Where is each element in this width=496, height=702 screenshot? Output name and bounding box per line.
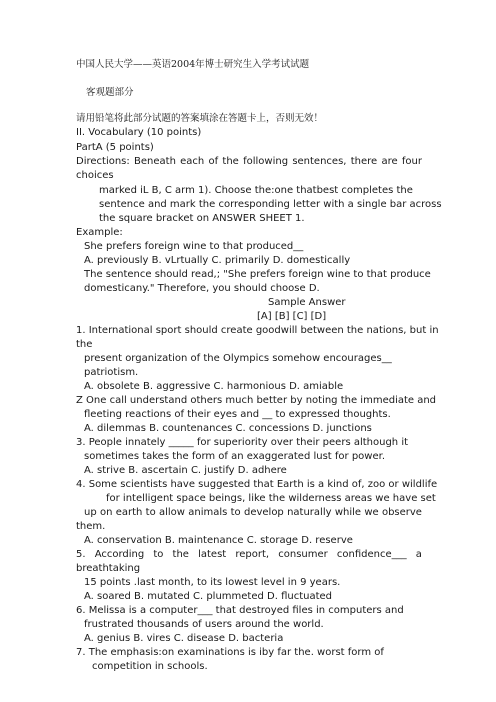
word: to bbox=[230, 507, 241, 518]
question-5-line-1 bbox=[76, 548, 422, 562]
word: the bbox=[172, 549, 189, 560]
word: sentences, bbox=[292, 156, 347, 167]
directions-line-4: sentence and mark the corresponding letter with a single bar across bbox=[99, 199, 442, 210]
word: 5. bbox=[76, 549, 86, 560]
word: to bbox=[145, 507, 156, 518]
word: observe bbox=[381, 507, 422, 518]
example-options: A. previously B. vLrtually C. primarily D. domestically bbox=[84, 255, 351, 266]
word: naturally bbox=[287, 507, 332, 518]
exam-title: 中国人民大学——英语2004年博士研究生入学考试试题 bbox=[76, 59, 310, 70]
question-4-line-1: 4. Some scientists have suggested that Earth is a kind of, zoo or wildlife bbox=[76, 479, 438, 490]
question-2-line-2: fleeting reactions of their eyes and __ to expressed thoughts. bbox=[84, 409, 391, 420]
question-2-line-1: Z One call understand others much better by noting the immediate and bbox=[76, 395, 437, 406]
word: up bbox=[84, 507, 97, 518]
word: following bbox=[243, 156, 289, 167]
word: Directions: bbox=[76, 156, 130, 167]
word: allow bbox=[158, 507, 185, 518]
question-6-options: A. genius B. vires C. disease D. bacteria bbox=[84, 633, 284, 644]
example-reading-1: The sentence should read,; "She prefers foreign wine to that produce bbox=[84, 269, 431, 280]
word: each bbox=[180, 156, 205, 167]
directions-line-5: the square bracket on ANSWER SHEET 1. bbox=[99, 213, 305, 224]
question-1-options: A. obsolete B. aggressive C. harmonious D. amiable bbox=[84, 381, 344, 392]
word: develop bbox=[243, 507, 284, 518]
question-4-options: A. conservation B. maintenance C. storage D. reserve bbox=[84, 535, 353, 546]
question-7-line-1: 7. The emphasis:on examinations is iby far the. worst form of bbox=[76, 647, 384, 658]
word: earth bbox=[115, 507, 143, 518]
word: Beneath bbox=[134, 156, 176, 167]
word: to bbox=[153, 549, 164, 560]
word: of bbox=[208, 156, 219, 167]
question-7-line-2: competition in schools. bbox=[92, 661, 208, 672]
question-4-line-3 bbox=[84, 506, 422, 520]
question-1-line-2: the bbox=[76, 339, 93, 350]
example-label: Example: bbox=[76, 227, 123, 238]
question-4-line-4: them. bbox=[76, 521, 106, 532]
part-heading: PartA (5 points) bbox=[76, 142, 154, 153]
question-5-options: A. soared B. mutated C. plummeted D. fluctuated bbox=[84, 591, 333, 602]
word: while bbox=[334, 507, 362, 518]
question-6-line-2: frustrated thousands of users around the world. bbox=[84, 619, 324, 630]
question-6-line-1: 6. Melissa is a computer___ that destroyed files in computers and bbox=[76, 605, 404, 616]
directions-line-3: marked iL B, C arm 1). Choose the:one thatbest completes the bbox=[99, 185, 413, 196]
word: latest bbox=[198, 549, 227, 560]
word: four bbox=[401, 156, 422, 167]
word: confidence___ bbox=[336, 549, 407, 560]
example-sentence: She prefers foreign wine to that produced__ bbox=[84, 241, 304, 252]
word: are bbox=[381, 156, 398, 167]
question-4-line-2: for intelligent space beings, like the wilderness areas we have set bbox=[106, 493, 436, 504]
word: a bbox=[415, 549, 422, 560]
question-1-line-4: patriotism. bbox=[84, 367, 139, 378]
question-1-line-1: 1. International sport should create goodwill between the nations, but in bbox=[76, 325, 439, 336]
instruction-chinese: 请用铅笔将此部分试题的答案填涂在答题卡上，否则无效！ bbox=[76, 113, 324, 124]
word: we bbox=[364, 507, 379, 518]
word: According bbox=[94, 549, 145, 560]
question-1-line-3: present organization of the Olympics somehow encourages__ bbox=[84, 353, 392, 364]
sample-answer-label: Sample Answer bbox=[268, 297, 346, 308]
word: on bbox=[99, 507, 113, 518]
word: consumer bbox=[278, 549, 328, 560]
sample-answer-brackets: [A] [B] [C] [D] bbox=[257, 311, 327, 322]
question-3-line-1: 3. People innately _____ for superiority over their peers although it bbox=[76, 437, 409, 448]
example-reading-2: domesticany." Therefore, you should choose D. bbox=[84, 283, 320, 294]
section-subtitle: 客观题部分 bbox=[86, 87, 134, 98]
question-5-line-2: breathtaking bbox=[76, 563, 141, 574]
question-3-line-2: sometimes takes the form of an exaggerated lust for power. bbox=[84, 451, 386, 462]
directions-line bbox=[76, 155, 422, 169]
question-2-options: A. dilemmas B. countenances C. concessions D. junctions bbox=[84, 423, 372, 434]
section-heading: II. Vocabulary (10 points) bbox=[76, 127, 202, 138]
directions-line-2: choices bbox=[76, 170, 114, 181]
question-5-line-3: 15 points .last month, to its lowest level in 9 years. bbox=[84, 577, 341, 588]
word: report, bbox=[235, 549, 270, 560]
question-3-options: A. strive B. ascertain C. justify D. adhere bbox=[84, 465, 287, 476]
word: there bbox=[350, 156, 378, 167]
word: animals bbox=[188, 507, 228, 518]
word: the bbox=[222, 156, 239, 167]
